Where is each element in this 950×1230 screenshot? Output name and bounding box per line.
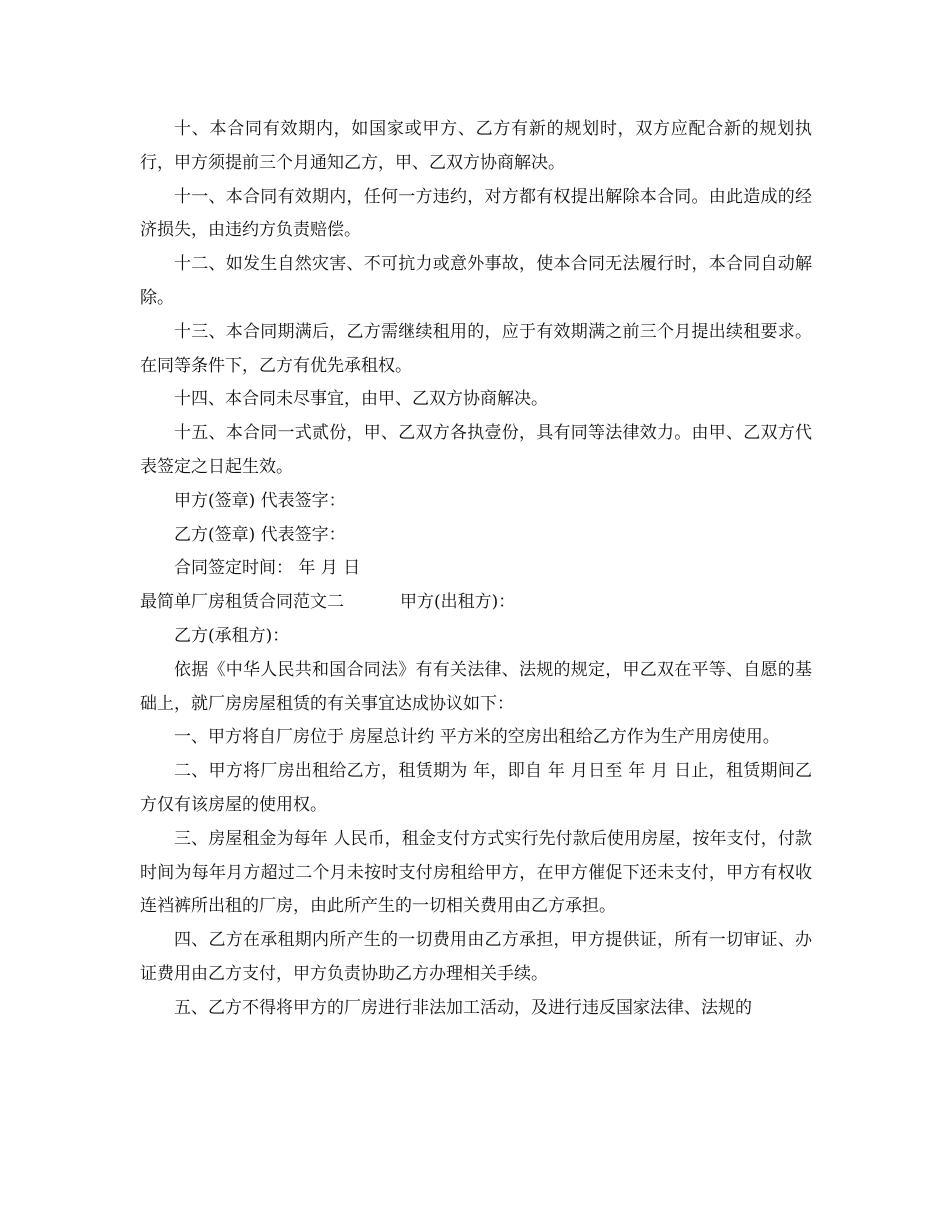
section-title: 最简单厂房租赁合同范文二 (140, 592, 344, 613)
article-1: 一、甲方将自厂房位于 房屋总计约 平方米的空房出租给乙方作为生产用房使用。 (174, 727, 780, 748)
clause-12: 十二、如发生自然灾害、不可抗力或意外事故，使本合同无法履行时，本合同自动解除。 (140, 254, 812, 308)
lessee-label: 乙方(承租方)： (174, 625, 290, 646)
lessor-label: 甲方(出租方)： (400, 592, 516, 613)
clause-14: 十四、本合同未尽事宜，由甲、乙双方协商解决。 (174, 389, 548, 410)
section-heading-line (140, 586, 812, 620)
signing-date-line: 合同签定时间： 年 月 日 (174, 558, 361, 579)
clause-11: 十一、本合同有效期内，任何一方违约，对方都有权提出解除本合同。由此造成的经济损失，由违约方负责赔偿。 (140, 186, 812, 241)
article-3: 三、房屋租金为每年 人民币，租金支付方式实行先付款后使用房屋，按年支付，付款时间为每年月方超过二个月未按时支付房租给甲方，在甲方催促下还未支付，甲方有权收连裆裤所出租的厂房，由此所产生的一切相关费用由乙方承担。 (140, 828, 812, 917)
party-b-signature-line: 乙方(签章) 代表签字： (174, 524, 346, 545)
article-2: 二、甲方将厂房出租给乙方，租赁期为 年，即自 年 月日至 年 月 日止，租赁期间乙方仅有该房屋的使用权。 (140, 761, 812, 815)
clause-13: 十三、本合同期满后，乙方需继续租用的，应于有效期满之前三个月提出续租要求。在同等条件下，乙方有优先承租权。 (140, 321, 812, 376)
party-a-signature-line: 甲方(签章) 代表签字： (174, 490, 346, 511)
article-4: 四、乙方在承租期内所产生的一切费用由乙方承担，甲方提供证，所有一切审证、办证费用由乙方支付，甲方负责协助乙方办理相关手续。 (140, 930, 812, 984)
article-5: 五、乙方不得将甲方的厂房进行非法加工活动，及进行违反国家法律、法规的 (174, 997, 752, 1018)
document-body (140, 113, 812, 1026)
clause-15: 十五、本合同一式贰份，甲、乙双方各执壹份，具有同等法律效力。由甲、乙双方代表签定之日起生效。 (140, 423, 812, 477)
preamble-paragraph: 依据《中华人民共和国合同法》有有关法律、法规的规定，甲乙双在平等、自愿的基础上，就厂房房屋租赁的有关事宜达成协议如下： (140, 659, 812, 714)
clause-10: 十、本合同有效期内，如国家或甲方、乙方有新的规划时，双方应配合新的规划执行，甲方须提前三个月通知乙方，甲、乙双方协商解决。 (140, 119, 812, 173)
